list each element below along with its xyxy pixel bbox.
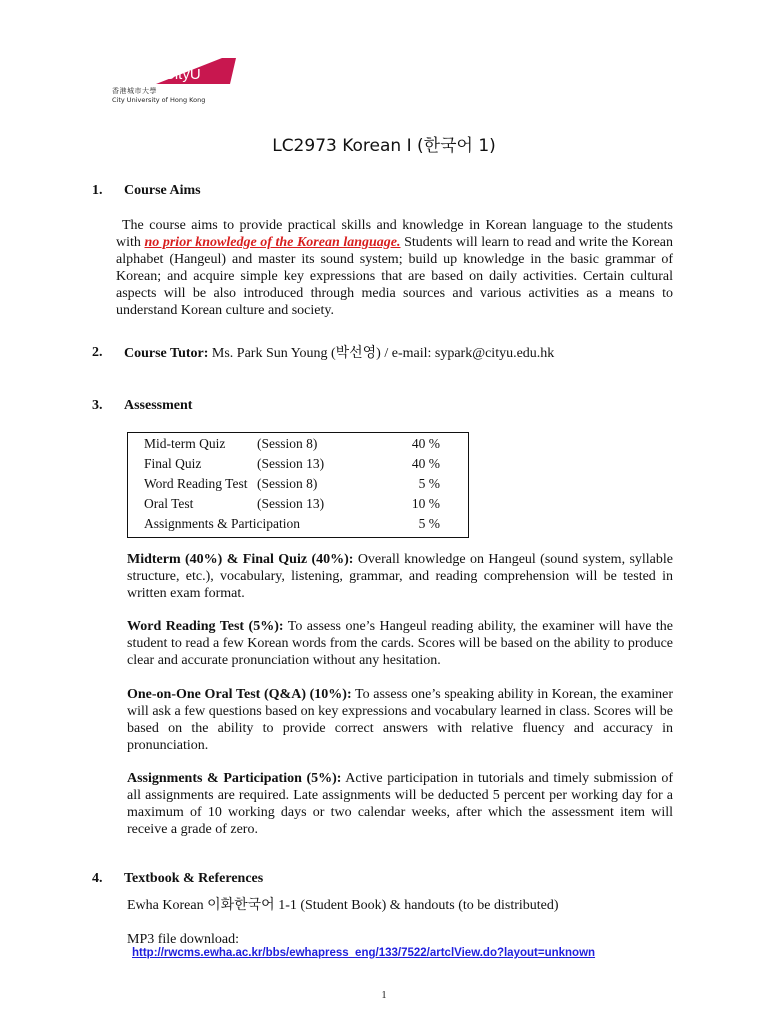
aims-highlight: no prior knowledge of the Korean language. xyxy=(144,235,401,250)
assessment-detail-oral-test xyxy=(127,686,673,754)
assessment-weight: 10 % xyxy=(411,496,440,511)
detail-label: Word Reading Test (5%): xyxy=(127,619,284,634)
section-heading-aims: Course Aims xyxy=(124,183,201,198)
section-number-textbook: 4. xyxy=(92,871,103,886)
assessment-name: Mid-term Quiz xyxy=(144,436,226,451)
assessment-name: Final Quiz xyxy=(144,456,202,471)
section-number-assessment: 3. xyxy=(92,398,103,413)
logo-name-english: City University of Hong Kong xyxy=(112,96,206,104)
tutor-label: Course Tutor: xyxy=(124,346,209,361)
assessment-weight: 5 % xyxy=(418,476,440,491)
assessment-session: (Session 13) xyxy=(257,456,325,471)
mp3-download-link[interactable]: http://rwcms.ewha.ac.kr/bbs/ewhapress_eng/133/7522/artclView.do?layout=unknown xyxy=(132,947,596,959)
assessment-detail-assignments xyxy=(127,770,673,838)
section-heading-assessment: Assessment xyxy=(124,398,193,413)
aims-text-lead: The course aims to provide practical skills and knowledge in Korean language to the students with xyxy=(116,218,673,250)
assessment-name: Word Reading Test xyxy=(144,476,248,491)
detail-text: Active participation in tutorials and timely submission of all assignments are required. Late assignments will be deducted 5 percent per working day for a maximum of 10 working days or two calendar weeks, after which the assessment item will receive a grade of zero. xyxy=(127,771,673,837)
course-tutor-line xyxy=(124,345,684,362)
cityu-logo-mark xyxy=(152,56,236,86)
detail-label: One-on-One Oral Test (Q&A) (10%): xyxy=(127,687,352,702)
page-number: 1 xyxy=(381,990,387,1001)
logo-wordmark: CityU xyxy=(164,66,201,83)
detail-label: Assignments & Participation (5%): xyxy=(127,771,342,786)
textbook-line: Ewha Korean 이화한국어 1-1 (Student Book) & handouts (to be distributed) xyxy=(127,898,559,913)
assessment-weight: 40 % xyxy=(411,436,440,451)
course-aims-paragraph xyxy=(116,217,673,319)
assessment-detail-midterm-final xyxy=(127,551,673,602)
detail-label: Midterm (40%) & Final Quiz (40%): xyxy=(127,552,354,567)
detail-text: Overall knowledge on Hangeul (sound system, syllable structure, etc.), vocabulary, listening, grammar, and reading comprehension will be tested in written exam format. xyxy=(127,552,673,601)
aims-text-rest: Students will learn to read and write the Korean alphabet (Hangeul) and master its sound system; build up knowledge in the basic grammar of Korean; and acquire simple key expressions that are based on daily activities. Certain cultural aspects will be also introduced through media sources and various activities as a means to understand Korean culture and society. xyxy=(116,235,674,318)
section-heading-textbook: Textbook & References xyxy=(124,871,264,886)
section-number-tutor: 2. xyxy=(92,345,103,360)
assessment-session: (Session 13) xyxy=(257,496,325,511)
section-number-aims: 1. xyxy=(92,183,103,198)
detail-text: To assess one’s Hangeul reading ability, the examiner will have the student to read a few Korean words from the cards. Scores will be based on the ability to produce clear and accurate pronunciation without any hesitation. xyxy=(127,619,673,668)
tutor-text: Ms. Park Sun Young (박선영) / e-mail: sypark@cityu.edu.hk xyxy=(208,346,555,361)
assessment-session: (Session 8) xyxy=(257,436,318,451)
assessment-weight: 5 % xyxy=(418,516,440,531)
logo-name-chinese: 香港城市大學 xyxy=(112,87,157,95)
assessment-detail-word-reading xyxy=(127,618,673,669)
assessment-name: Assignments & Participation xyxy=(144,516,300,531)
assessment-name: Oral Test xyxy=(144,496,194,511)
cityu-logo xyxy=(112,56,232,106)
assessment-table xyxy=(127,432,469,538)
assessment-weight: 40 % xyxy=(411,456,440,471)
document-title: LC2973 Korean I (한국어 1) xyxy=(272,136,496,156)
detail-text: To assess one’s speaking ability in Korean, the examiner will ask a few questions based on key expressions and vocabulary learned in class. Scores will be based on the ability to provide correct answers with relative fluency and accuracy in pronunciation. xyxy=(127,687,673,753)
mp3-label: MP3 file download: xyxy=(127,932,239,947)
assessment-session: (Session 8) xyxy=(257,476,318,491)
